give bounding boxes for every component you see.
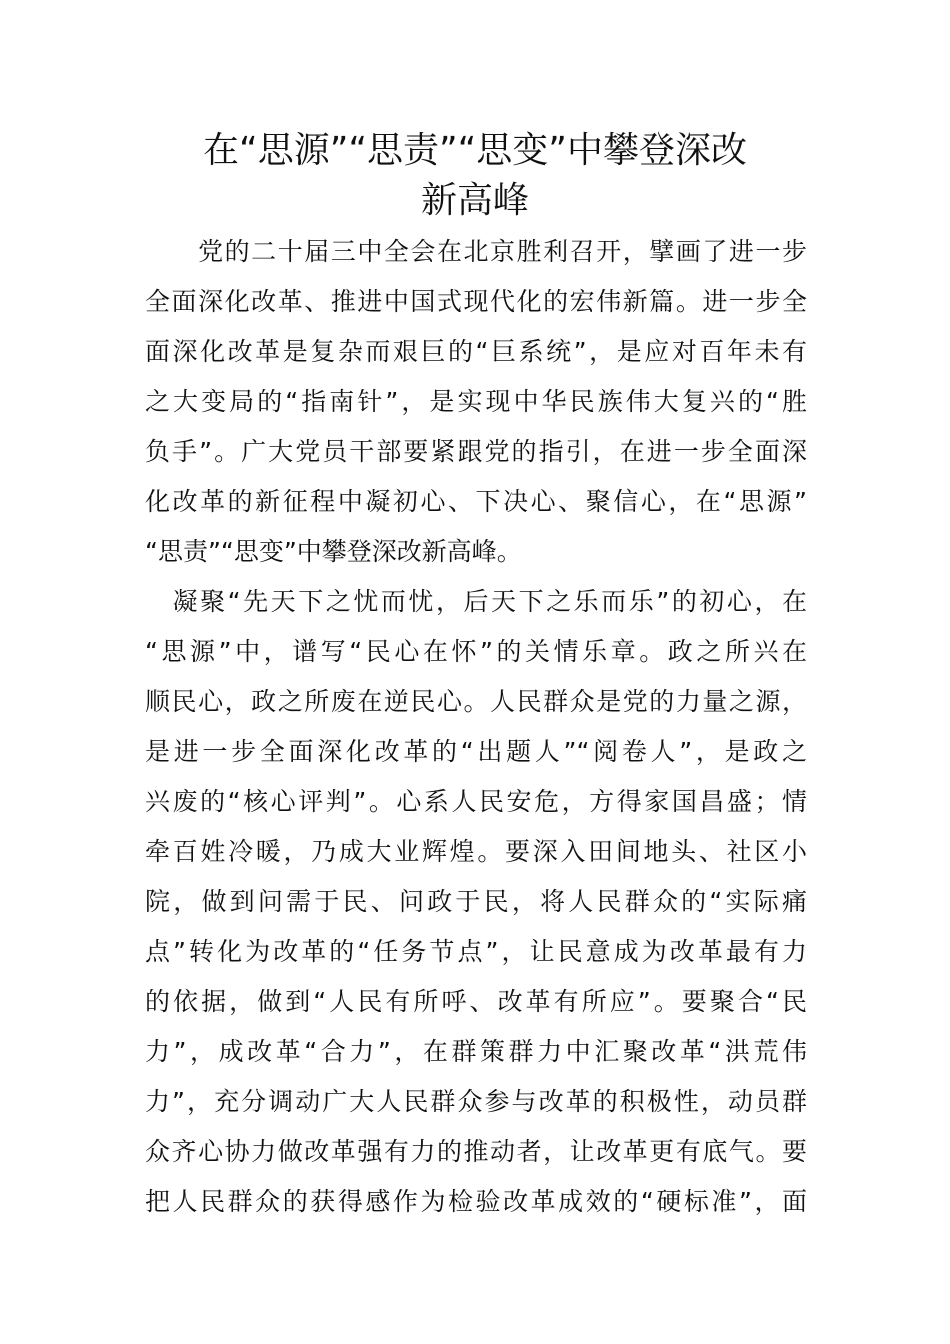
paragraph-2-line-6: 牵百姓冷暖，乃成大业辉煌。要深入田间地头、社区小 — [145, 837, 807, 866]
paragraph-2-line-3: 顺民心，政之所废在逆民心。人民群众是党的力量之源， — [145, 687, 807, 716]
paragraph-2-line-10: 力”，成改革“合力”，在群策群力中汇聚改革“洪荒伟 — [145, 1037, 807, 1066]
paragraph-2-line-4: 是进一步全面深化改革的“出题人”“阅卷人”，是政之 — [145, 737, 807, 766]
paragraph-2-line-12: 众齐心协力做改革强有力的推动者，让改革更有底气。要 — [145, 1137, 807, 1166]
paragraph-1-line-7: “思责”“思变”中攀登深改新高峰。 — [145, 537, 522, 566]
paragraph-1-line-3: 面深化改革是复杂而艰巨的“巨系统”，是应对百年未有 — [145, 337, 807, 366]
paragraph-2-line-11: 力”，充分调动广大人民群众参与改革的积极性，动员群 — [145, 1087, 807, 1116]
paragraph-1-line-6: 化改革的新征程中凝初心、下决心、聚信心，在“思源” — [145, 487, 807, 516]
paragraph-1-line-5: 负手”。广大党员干部要紧跟党的指引，在进一步全面深 — [145, 437, 807, 466]
document-title-line-1: 在“思源”“思责”“思变”中攀登深改 — [203, 130, 747, 171]
paragraph-2-line-13: 把人民群众的获得感作为检验改革成效的“硬标准”，面 — [145, 1187, 807, 1216]
paragraph-2-line-9: 的依据，做到“人民有所呼、改革有所应”。要聚合“民 — [145, 987, 807, 1016]
document-title-line-2: 新高峰 — [420, 180, 529, 221]
paragraph-1-line-1: 党的二十届三中全会在北京胜利召开，擘画了进一步 — [145, 237, 807, 266]
paragraph-1-line-4: 之大变局的“指南针”，是实现中华民族伟大复兴的“胜 — [145, 387, 807, 416]
paragraph-1-line-2: 全面深化改革、推进中国式现代化的宏伟新篇。进一步全 — [145, 287, 807, 316]
paragraph-2-line-8: 点”转化为改革的“任务节点”，让民意成为改革最有力 — [145, 937, 807, 966]
paragraph-2-line-5: 兴废的“核心评判”。心系人民安危，方得家国昌盛；情 — [145, 787, 807, 816]
paragraph-2-line-7: 院，做到问需于民、问政于民，将人民群众的“实际痛 — [145, 887, 807, 916]
paragraph-2-line-1: 凝聚“先天下之忧而忧，后天下之乐而乐”的初心，在 — [145, 587, 807, 616]
paragraph-2-line-2: “思源”中，谱写“民心在怀”的关情乐章。政之所兴在 — [145, 637, 807, 666]
